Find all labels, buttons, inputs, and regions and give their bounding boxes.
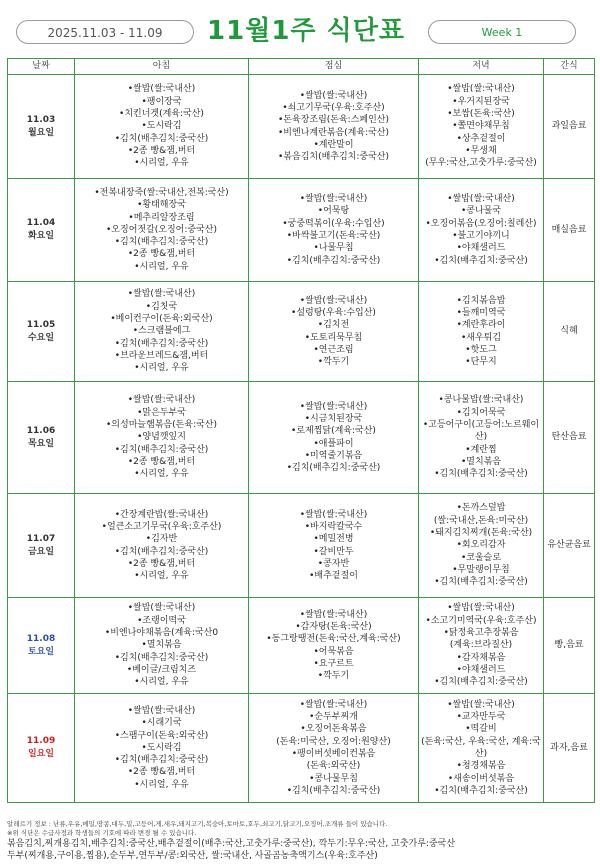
menu-item: •설렁탕(우육:수입산)	[291, 307, 376, 318]
lunch-cell	[249, 179, 419, 282]
menu-item: •쌀밥(쌀:국내산)	[299, 295, 368, 306]
menu-item: •김치어묵국	[456, 407, 506, 418]
menu-item: •도시락김	[141, 121, 182, 132]
day-date: 11.06	[26, 425, 56, 436]
menu-item: •브라운브레드&잼,버터	[114, 350, 209, 361]
menu-item: •치킨너겟(계육:국산)	[119, 109, 204, 120]
date-range: 2025.11.03 - 11.09	[16, 20, 194, 44]
day-date: 11.07	[26, 533, 56, 544]
menu-item: •의성마늘햄볶음(돈육:국산)	[106, 420, 217, 431]
menu-item: (쌀:국내산,돈육:미국산)	[433, 515, 529, 526]
day-row	[8, 382, 595, 494]
day-weekday: 월요일	[27, 127, 55, 138]
dinner-cell	[419, 382, 544, 494]
breakfast-cell	[75, 282, 249, 382]
menu-item: •팽이장국	[141, 96, 182, 107]
dinner-cell	[419, 598, 544, 694]
menu-item: •핫도그	[465, 344, 497, 355]
menu-item: •볶음김치(배추김치:중국산)	[278, 152, 389, 163]
day-row	[8, 694, 595, 803]
menu-item: •김치(배추김치:중국산)	[434, 577, 528, 588]
menu-item: •2종 빵&잼,버터	[127, 145, 196, 156]
menu-item: •청경채볶음	[456, 761, 506, 772]
menu-item: (돈육:국산, 우육:국산, 계육:국산)	[421, 736, 541, 759]
menu-item: •들깨미역국	[456, 307, 506, 318]
menu-item: •쌀밥(쌀:국내산)	[299, 509, 368, 520]
menu-item: •김치(배추김치:중국산)	[114, 755, 209, 766]
menu-item: •2종 빵&잼,버터	[127, 767, 196, 778]
menu-item: •콩나물밥(쌀:국내산)	[438, 395, 524, 406]
lunch-cell	[249, 494, 419, 598]
menu-item: •비엔나계란볶음(계육:국산)	[278, 127, 389, 138]
menu-item: •황태해장국	[137, 200, 186, 211]
dinner-cell	[419, 694, 544, 803]
dinner-cell	[419, 494, 544, 598]
menu-item: •쌀밥(쌀:국내산)	[299, 609, 368, 620]
menu-item: •궁중떡볶이(우육:수입산)	[282, 218, 385, 229]
menu-item: •새송이버섯볶음	[447, 773, 515, 784]
menu-item: •시금치된장국	[304, 413, 363, 424]
day-cell	[8, 179, 75, 282]
menu-item: •김자반	[145, 534, 178, 545]
snack-cell: 과일음료	[544, 75, 595, 179]
menu-item: •멸치볶음	[141, 640, 182, 651]
dinner-cell	[419, 282, 544, 382]
menu-item: •감자채볶음	[456, 652, 506, 663]
lunch-cell	[249, 282, 419, 382]
menu-item: •콩나물국	[460, 206, 502, 217]
menu-item: •간장계란밥(쌀:국내산)	[114, 509, 209, 520]
day-weekday: 목요일	[27, 438, 55, 449]
day-weekday: 화요일	[27, 231, 55, 241]
col-breakfast: 아침	[75, 59, 249, 75]
menu-item: •메밀전병	[313, 534, 354, 545]
menu-item: •야채샐러드	[456, 664, 506, 675]
menu-item: •쌀밥(쌀:국내산)	[127, 84, 196, 95]
menu-item: •비엔나야채볶음(계육:국산0	[104, 628, 219, 639]
menu-item: •갈비만두	[313, 546, 354, 557]
day-cell	[8, 494, 75, 598]
menu-item: •회오리감자	[456, 540, 506, 551]
menu-item: •조랭이떡국	[137, 615, 186, 626]
menu-item: •김치볶음밥	[456, 295, 506, 306]
menu-item: •연근조림	[313, 344, 354, 355]
day-cell	[8, 282, 75, 382]
menu-item: •쌀밥(쌀:국내산)	[299, 90, 368, 101]
menu-item: •메추리알장조림	[128, 212, 195, 223]
header-row	[8, 59, 595, 75]
menu-item: •김칫국	[145, 301, 178, 312]
menu-item: •계란말이	[313, 139, 354, 150]
menu-item: •김치(배추김치:중국산)	[286, 785, 381, 796]
menu-item: •돼지김치찌개(돈육:국산)	[429, 528, 533, 539]
day-date: 11.03	[26, 114, 56, 125]
day-date: 11.09	[26, 736, 56, 746]
menu-item: •떡갈비	[465, 724, 497, 735]
menu-item: •시래기국	[141, 718, 182, 729]
menu-item: •콩자반	[317, 558, 350, 569]
breakfast-cell	[75, 598, 249, 694]
menu-item: •도토리묵무침	[304, 332, 363, 343]
dinner-cell	[419, 75, 544, 179]
menu-item: •돈까스덮밥	[456, 503, 506, 514]
menu-item: •동그랑땡전(돈육:국산,계육:국산)	[266, 634, 401, 645]
day-row	[8, 75, 595, 179]
menu-item: •시리얼, 우유	[134, 571, 189, 582]
menu-item: •보쌈(돈육:국산)	[447, 109, 515, 120]
menu-item: •김치(배추김치:중국산)	[434, 785, 528, 796]
menu-item: •쫄면야채무침	[452, 121, 510, 132]
day-weekday: 일요일	[27, 749, 55, 759]
menu-item: •오징어돈육볶음	[300, 724, 367, 735]
menu-item: •도시락김	[141, 742, 182, 753]
page-title: 11월1주 식단표	[207, 16, 405, 46]
lunch-cell	[249, 382, 419, 494]
snack-cell: 유산균음료	[544, 494, 595, 598]
menu-item: •무말랭이무침	[452, 564, 510, 575]
menu-item: •시리얼, 우유	[134, 363, 189, 374]
menu-item: •시리얼, 우유	[134, 261, 189, 272]
snack-cell: 과자,음료	[544, 694, 595, 803]
menu-item: •시리얼, 우유	[134, 158, 189, 169]
menu-item: •김치(배추김치:중국산)	[114, 444, 209, 455]
menu-item: •미역줄기볶음	[304, 450, 363, 461]
menu-item: •김치(배추김치:중국산)	[114, 133, 209, 144]
col-snack: 간식	[544, 59, 595, 75]
menu-item: •2종 빵&잼,버터	[127, 456, 196, 467]
menu-item: •베이컨구이(돈육:외국산)	[110, 314, 213, 325]
menu-item: •소고기미역국(우육:호주산)	[425, 615, 537, 626]
menu-item: •쌀밥(쌀:국내산)	[127, 289, 196, 300]
menu-item: •시리얼, 우유	[134, 469, 189, 480]
snack-cell: 식혜	[544, 282, 595, 382]
menu-item: •쇠고기무국(우육:호주산)	[282, 102, 385, 113]
menu-item: •김치(배추김치:중국산)	[434, 677, 528, 688]
menu-item: •쌀밥(쌀:국내산)	[447, 603, 515, 614]
allergy-info: 알레르기 정보 : 난류,우유,메밀,땅콩,대두,밀,고등어,게,새우,돼지고기,복숭아,토마토,호두,쇠고기,닭고기,오징어,조개류 들이 있습니다.	[7, 820, 388, 828]
breakfast-cell	[75, 494, 249, 598]
menu-item: •멸치볶음	[460, 456, 502, 467]
lunch-cell	[249, 75, 419, 179]
snack-cell: 매실음료	[544, 179, 595, 282]
menu-item: •상추겉절이	[456, 133, 506, 144]
menu-item: •계란찜	[465, 444, 497, 455]
menu-item: •교자만두국	[456, 712, 506, 723]
dinner-cell	[419, 179, 544, 282]
menu-item: •돈육장조림(돈육:스페인산)	[278, 115, 389, 126]
menu-item: •야채샐러드	[456, 243, 506, 254]
menu-item: •오징어젓갈(오징어:중국산)	[106, 224, 217, 235]
day-row	[8, 179, 595, 282]
origin-info-2: 두부(찌개용,구이용,찜용),순두부,연두부/콩:외국산, 쌀:국내산, 사골곰농축액기스(우육:호주산)	[7, 851, 378, 861]
menu-item: •깍두기	[317, 671, 350, 682]
menu-item: •계란후라이	[456, 320, 506, 331]
menu-item: •스크램블에그	[132, 326, 191, 337]
menu-item: •김치(배추김치:중국산)	[434, 255, 528, 266]
menu-item: •감자탕(돈육:국산)	[295, 621, 372, 632]
col-date: 날짜	[8, 59, 75, 75]
col-lunch: 점심	[249, 59, 419, 75]
week-label: Week 1	[428, 20, 576, 44]
menu-item: •쌀밥(쌀:국내산)	[299, 194, 368, 205]
menu-item: (돈육:외국산)	[306, 761, 361, 772]
menu-item: •애플파이	[313, 438, 354, 449]
menu-item: •나물무침	[313, 243, 354, 254]
menu-item: •요구르트	[313, 658, 354, 669]
day-date: 11.05	[26, 319, 56, 330]
day-weekday: 토요일	[27, 646, 55, 657]
menu-item: •쌀밥(쌀:국내산)	[127, 705, 196, 716]
menu-item: •전복내장죽(쌀:국내산,전복:국산)	[94, 187, 229, 198]
menu-item: •쌀밥(쌀:국내산)	[127, 395, 196, 406]
day-cell	[8, 382, 75, 494]
day-row	[8, 282, 595, 382]
menu-item: •쌀밥(쌀:국내산)	[447, 194, 515, 205]
menu-item: •오징어볶음(오징어:칠레산)	[425, 218, 537, 229]
menu-item: •어묵볶음	[313, 646, 354, 657]
menu-item: •김치(배추김치:중국산)	[114, 338, 209, 349]
menu-item: •어묵탕	[317, 206, 350, 217]
breakfast-cell	[75, 179, 249, 282]
menu-item: (계육:브라질산)	[449, 640, 513, 651]
snack-cell: 빵,음료	[544, 598, 595, 694]
menu-item: •깍두기	[317, 357, 350, 368]
breakfast-cell	[75, 694, 249, 803]
day-date: 11.08	[26, 633, 56, 644]
menu-item: •쌀밥(쌀:국내산)	[299, 699, 368, 710]
col-dinner: 저녁	[419, 59, 544, 75]
menu-item: •고등어구이(고등어:노르웨이산)	[422, 420, 540, 443]
day-row	[8, 494, 595, 598]
menu-item: •양념깻잎지	[137, 432, 186, 443]
breakfast-cell	[75, 75, 249, 179]
menu-item: •김치(배추김치:중국산)	[114, 237, 209, 248]
menu-item: •베이글/크림치즈	[126, 664, 197, 675]
menu-item: •쌀밥(쌀:국내산)	[447, 699, 515, 710]
day-cell	[8, 598, 75, 694]
menu-item: •김치(배추김치:중국산)	[114, 546, 209, 557]
day-date: 11.04	[26, 218, 56, 228]
menu-item: •순두부찌개	[309, 712, 358, 723]
menu-item: •새우튀김	[460, 332, 502, 343]
day-weekday: 금요일	[27, 546, 55, 557]
menu-item: •팽이버섯베이컨볶음	[291, 749, 376, 759]
menu-item: (무우:국산,고춧가루:중국산)	[425, 158, 537, 169]
notice: ※위 식단은 수급사정과 학생들의 기호에 따라 변경 될 수 있습니다.	[7, 829, 197, 837]
menu-item: •바지락칼국수	[304, 521, 363, 532]
day-cell	[8, 75, 75, 179]
menu-item: •시리얼, 우유	[134, 779, 189, 790]
menu-item: •맑은두부국	[137, 407, 186, 418]
lunch-cell	[249, 598, 419, 694]
menu-item: •코울슬로	[460, 552, 502, 563]
day-row	[8, 598, 595, 694]
menu-item: •김치(배추김치:중국산)	[434, 469, 528, 480]
menu-item: •쌀밥(쌀:국내산)	[299, 401, 368, 412]
menu-item: •쌀밥(쌀:국내산)	[447, 84, 515, 95]
lunch-cell	[249, 694, 419, 803]
page-header	[0, 0, 600, 52]
menu-item: •단무지	[465, 357, 497, 368]
menu-item: (돈육:미국산, 오징어:원양산)	[276, 736, 391, 747]
menu-item: •우거지된장국	[452, 96, 510, 107]
menu-item: •김치(배추김치:중국산)	[286, 255, 381, 266]
menu-item: •김치(배추김치:중국산)	[286, 463, 381, 474]
day-cell	[8, 694, 75, 803]
origin-info-1: 볶음김치,찌개용김치,배추김치:중국산,배추겉절이(배추:국산,고춧가루:중국산), 깍두기:무우:국산, 고춧가루:중국산	[7, 839, 456, 849]
menu-item: •콩나물무침	[309, 773, 358, 784]
menu-item: •바싹불고기(돈육:국산)	[286, 231, 381, 241]
menu-item: •배추겉절이	[309, 571, 358, 582]
menu-item: •2종 빵&잼,버터	[127, 249, 196, 260]
menu-table	[7, 58, 595, 803]
footer	[7, 820, 597, 862]
snack-cell: 탄산음료	[544, 382, 595, 494]
menu-item: •로제찜닭(계육:국산)	[291, 426, 376, 437]
menu-item: •김치전	[317, 320, 350, 331]
day-weekday: 수요일	[27, 332, 55, 343]
menu-item: •쌀밥(쌀:국내산)	[127, 603, 196, 614]
menu-item: •얼큰소고기무국(우육:호주산)	[101, 521, 222, 532]
menu-item: •닭정육고추장볶음	[443, 628, 519, 639]
breakfast-cell	[75, 382, 249, 494]
menu-item: •불고기야끼니	[452, 231, 510, 241]
menu-item: •스팸구이(돈육:외국산)	[114, 730, 209, 741]
menu-item: •시리얼, 우유	[134, 677, 189, 688]
menu-item: •무생채	[465, 145, 497, 156]
menu-item: •2종 빵&잼,버터	[127, 558, 196, 569]
menu-item: •김치(배추김치:중국산)	[114, 652, 209, 663]
